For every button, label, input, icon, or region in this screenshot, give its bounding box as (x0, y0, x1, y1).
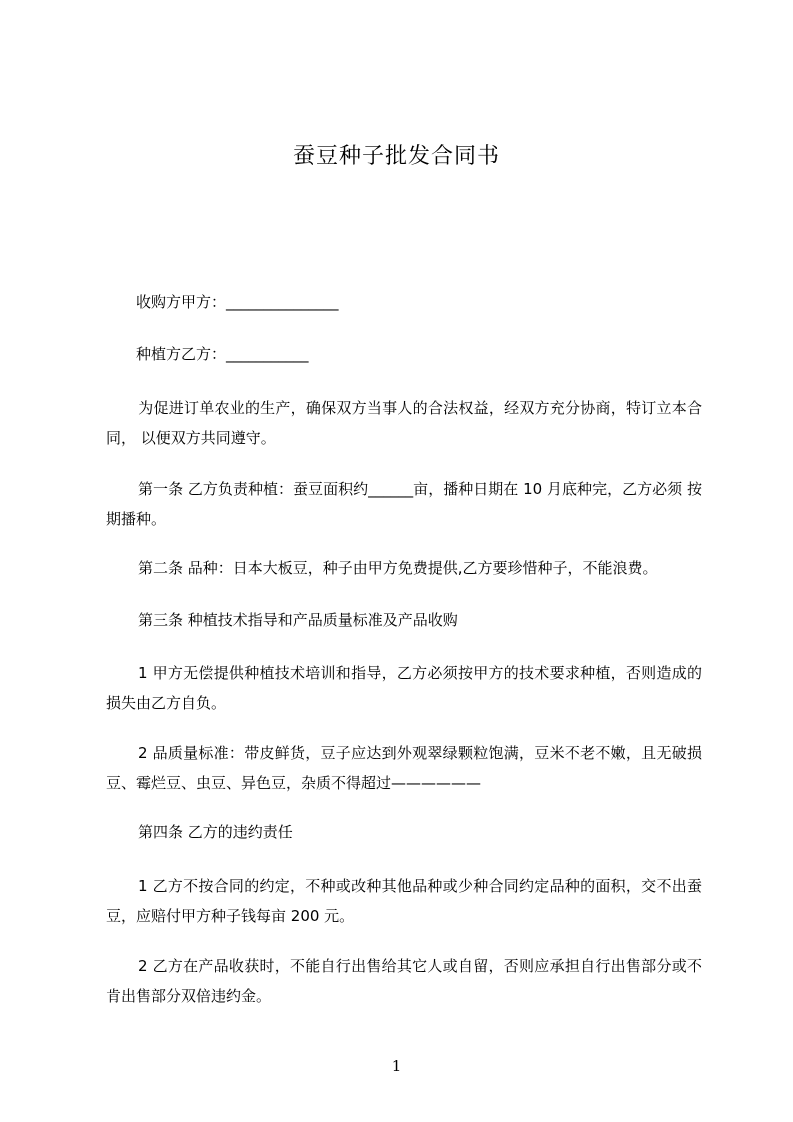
page-number: 1 (391, 1057, 402, 1075)
article-3-item-2-text: 2 品质量标准：带皮鲜货，豆子应达到外观翠绿颗粒饱满，豆米不老不嫩，且无破损 豆、霉烂豆、虫豆、异色豆，杂质不得超过—————— (106, 744, 702, 792)
article-2-paragraph (106, 553, 702, 583)
article-4-item-1-text: 1 乙方不按合同的约定，不种或改种其他品种或少种合同约定品种的面积，交不出蚕豆，应赔付甲方种子钱每亩 200 元。 (106, 877, 702, 925)
article-4-item-1 (106, 871, 702, 931)
article-2-text: 第二条 品种：日本大板豆，种子由甲方免费提供,乙方要珍惜种子，不能浪费。 (138, 559, 658, 577)
article-4-heading (106, 817, 702, 847)
preamble-paragraph (106, 393, 702, 453)
article-3-heading-text: 第三条 种植技术指导和产品质量标准及产品收购 (138, 611, 458, 629)
article-3-item-1-text: 1 甲方无偿提供种植技术培训和指导，乙方必须按甲方的技术要求种植，否则造成的 损失由乙方自负。 (106, 664, 702, 712)
article-1-text: 第一条 乙方负责种植：蚕豆面积约______亩，播种日期在 10 月底种完，乙方必须 按期播种。 (106, 480, 702, 528)
article-4-item-2 (106, 951, 702, 1011)
article-4-heading-text: 第四条 乙方的违约责任 (138, 823, 293, 841)
document-title: 蚕豆种子批发合同书 (292, 144, 500, 169)
article-3-heading (106, 605, 702, 635)
article-3-item-2 (106, 738, 702, 798)
grower-party-line: 种植方乙方：___________ (136, 345, 309, 363)
article-4-item-2-text: 2 乙方在产品收获时，不能自行出售给其它人或自留，否则应承担自行出售部分或不肯出售部分双倍违约金。 (106, 957, 702, 1005)
buyer-party-line: 收购方甲方：_______________ (136, 293, 339, 311)
article-3-item-1 (106, 658, 702, 718)
article-1-paragraph (106, 474, 702, 534)
preamble-text: 为促进订单农业的生产，确保双方当事人的合法权益，经双方充分协商，特订立本合同， 以便双方共同遵守。 (106, 399, 702, 447)
